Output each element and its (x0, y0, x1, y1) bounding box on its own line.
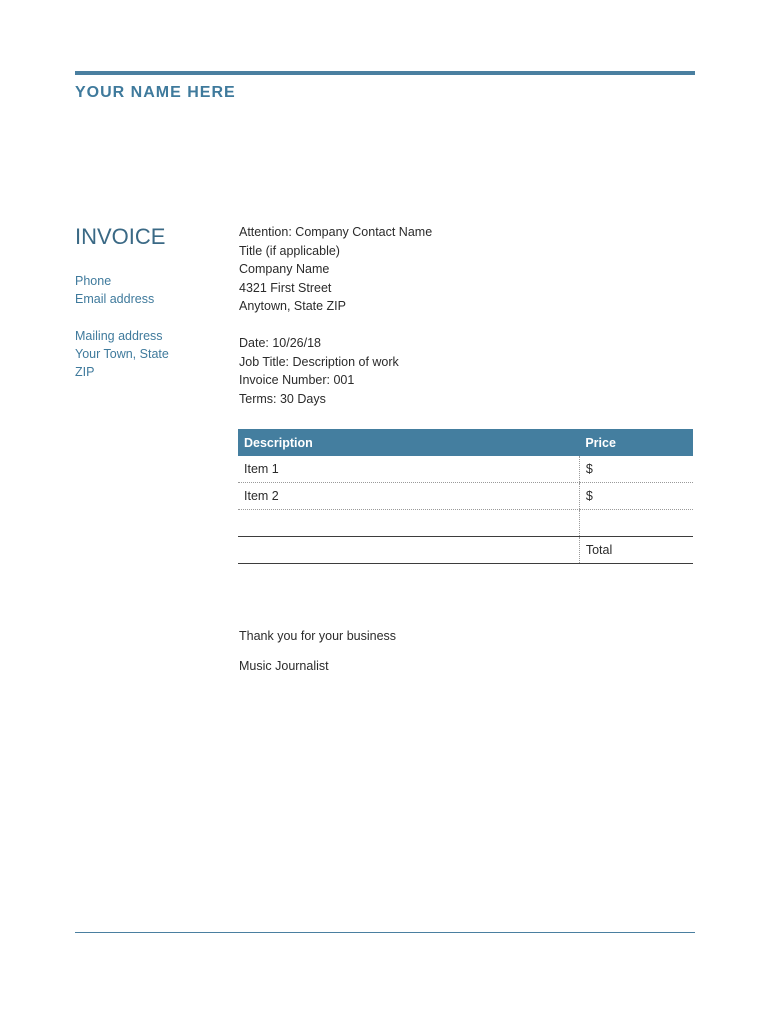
table-row (238, 456, 693, 483)
document-title: INVOICE (75, 224, 166, 249)
sender-zip: ZIP (75, 365, 95, 379)
item-description: Item 2 (238, 483, 579, 510)
table-row (238, 510, 693, 537)
total-spacer-cell (238, 537, 579, 564)
total-row (238, 537, 693, 564)
recipient-title: Title (if applicable) (239, 243, 340, 258)
top-rule (75, 71, 695, 75)
thank-you-note: Thank you for your business (239, 629, 397, 643)
sender-town-state: Your Town, State (75, 347, 169, 361)
line-items-table (238, 429, 693, 564)
sender-name-heading: YOUR NAME HERE (75, 84, 236, 101)
invoice-number: Invoice Number: 001 (239, 373, 355, 388)
item-price: $ (579, 483, 693, 510)
sender-mailing-address: Mailing address (75, 329, 163, 343)
price-column-header: Price (579, 429, 693, 456)
spacer (239, 316, 695, 334)
recipient-street: 4321 First Street (239, 280, 332, 295)
description-column-header: Description (238, 429, 579, 456)
recipient-attention: Attention: Company Contact Name (239, 225, 433, 239)
sender-email: Email address (75, 292, 155, 306)
payment-terms: Terms: 30 Days (239, 391, 326, 406)
signature-line: Music Journalist (239, 659, 329, 673)
sender-phone: Phone (75, 274, 112, 288)
item-description: Item 1 (238, 456, 579, 483)
item-description (238, 510, 579, 537)
recipient-and-details (239, 223, 695, 408)
total-label: Total (579, 537, 693, 564)
table-row (238, 483, 693, 510)
sender-info (75, 224, 215, 381)
bottom-rule (75, 932, 695, 933)
item-price: $ (579, 456, 693, 483)
invoice-date: Date: 10/26/18 (239, 335, 322, 350)
job-title: Job Title: Description of work (239, 354, 399, 369)
recipient-city: Anytown, State ZIP (239, 299, 346, 314)
recipient-company: Company Name (239, 262, 330, 277)
table-header-row (238, 429, 693, 456)
item-price (579, 510, 693, 537)
spacer (75, 308, 215, 327)
